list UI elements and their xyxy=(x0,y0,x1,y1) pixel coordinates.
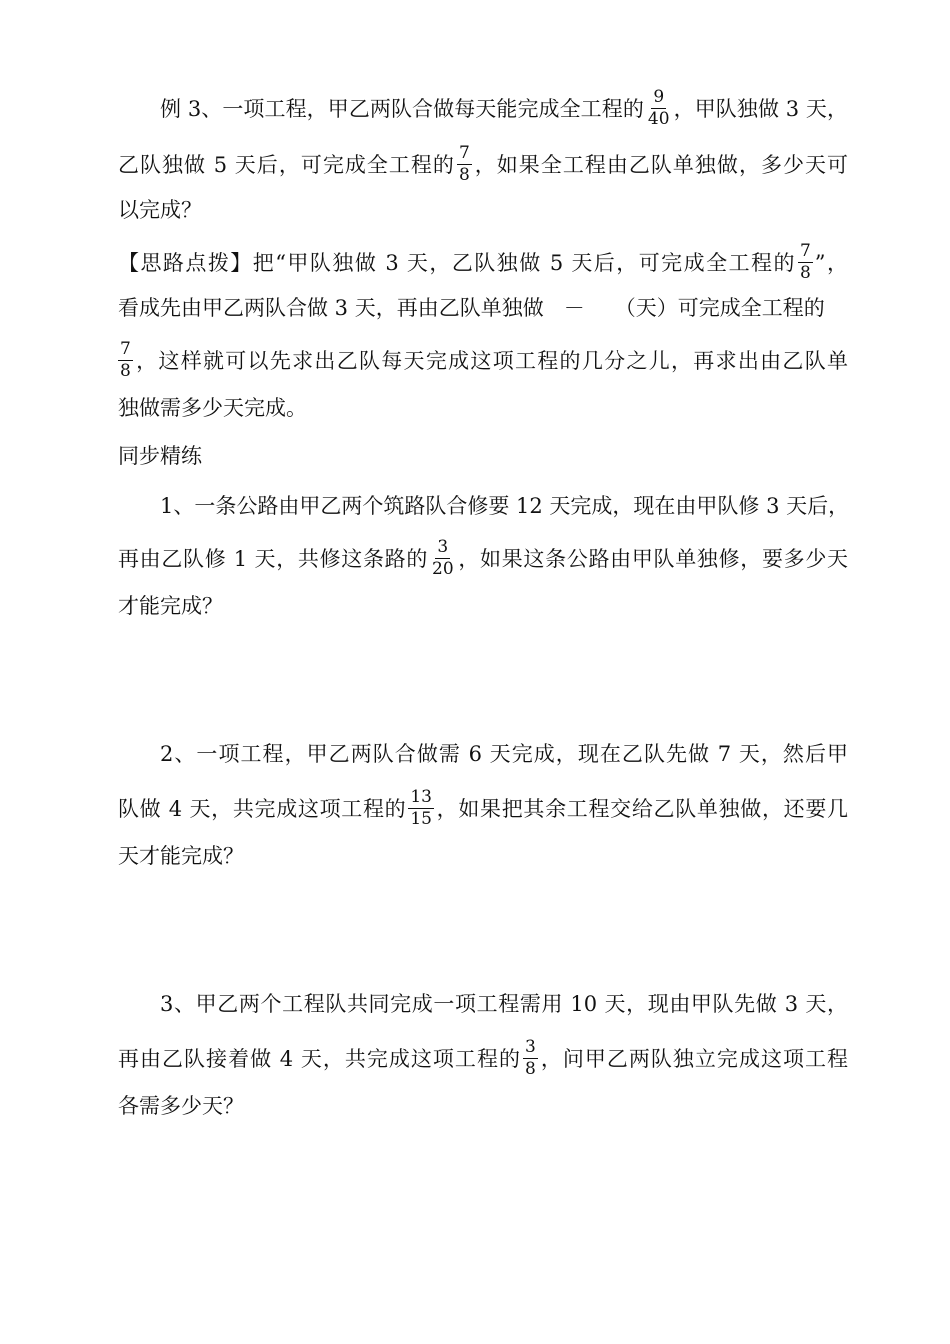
text-run: ，如果这条公路由甲队单独修，要多少天 xyxy=(457,547,849,571)
text-run: ，甲队独做 3 天， xyxy=(673,97,848,121)
text-run: ，如果全工程由乙队单独做，多少天可 xyxy=(473,153,848,177)
hint-line-3 xyxy=(118,339,848,383)
fraction-denominator: 8 xyxy=(799,263,811,283)
text-run: 3、甲乙两个工程队共同完成一项工程需用 10 天，现由甲队先做 3 天， xyxy=(160,992,848,1016)
fraction-7-8 xyxy=(798,242,813,283)
hint-line-1 xyxy=(118,241,848,285)
text-run: 才能完成？ xyxy=(118,594,223,618)
q1-line-3 xyxy=(118,592,848,620)
text-run: ，如果把其余工程交给乙队单独做，还要几 xyxy=(435,797,849,821)
text-run: ，这样就可以先求出乙队每天完成这项工程的几分之儿，再求出由乙队单 xyxy=(134,349,848,373)
fraction-13-15 xyxy=(408,788,434,829)
text-run: 独做需多少天完成。 xyxy=(118,396,307,420)
text-run: ，问甲乙两队独立完成这项工程 xyxy=(539,1047,849,1071)
text-run: （天）可完成全工程的 xyxy=(614,296,825,320)
fraction-numerator: 9 xyxy=(653,87,665,107)
fraction-denominator: 20 xyxy=(432,559,454,579)
hint-line-2 xyxy=(118,294,848,322)
fraction-denominator: 8 xyxy=(524,1059,536,1079)
text-run: 以完成？ xyxy=(118,198,202,222)
q3-line-3 xyxy=(118,1092,848,1120)
text-run: ”， xyxy=(814,251,848,275)
q2-line-1 xyxy=(160,740,848,768)
fraction-numerator: 3 xyxy=(524,1037,536,1057)
hint-line-4 xyxy=(118,394,848,422)
text-run: 再由乙队接着做 4 天，共完成这项工程的 xyxy=(118,1047,521,1071)
minus-sign: － xyxy=(563,296,585,320)
example3-line-3 xyxy=(118,196,848,224)
text-run: 乙队独做 5 天后，可完成全工程的 xyxy=(118,153,455,177)
text-run: 【思路点拨】把“甲队独做 3 天，乙队独做 5 天后，可完成全工程的 xyxy=(118,251,796,275)
fraction-denominator: 15 xyxy=(410,809,432,829)
fraction-numerator: 7 xyxy=(120,339,131,359)
q1-line-2 xyxy=(118,537,849,581)
q2-line-3 xyxy=(118,842,848,870)
fraction-7-8 xyxy=(457,144,472,185)
text-run: 各需多少天？ xyxy=(118,1094,244,1118)
fraction-9-40 xyxy=(646,88,672,129)
q2-line-2 xyxy=(118,787,849,831)
fraction-7-8 xyxy=(118,340,133,381)
text-run: 1、一条公路由甲乙两个筑路队合修要 12 天完成，现在由甲队修 3 天后， xyxy=(160,494,850,518)
q3-line-2 xyxy=(118,1037,849,1081)
text-run: 队做 4 天，共完成这项工程的 xyxy=(118,797,407,821)
q1-line-1 xyxy=(160,492,848,520)
fraction-denominator: 8 xyxy=(120,361,131,381)
fraction-numerator: 3 xyxy=(437,537,449,557)
text-run: 例 3、一项工程，甲乙两队合做每天能完成全工程的 xyxy=(160,97,644,121)
fraction-numerator: 13 xyxy=(410,787,432,807)
text-run: 天才能完成？ xyxy=(118,844,244,868)
fraction-numerator: 7 xyxy=(799,241,811,261)
fraction-3-8 xyxy=(523,1038,538,1079)
fraction-denominator: 8 xyxy=(458,165,470,185)
fraction-numerator: 7 xyxy=(458,143,470,163)
q3-line-1 xyxy=(160,990,848,1018)
text-run: 看成先由甲乙两队合做 3 天，再由乙队单独做 xyxy=(118,296,544,320)
example3-line-1 xyxy=(160,87,848,131)
fraction-denominator: 40 xyxy=(647,109,670,129)
section-title: 同步精练 xyxy=(118,444,202,468)
fraction-3-20 xyxy=(430,538,456,579)
text-run: 再由乙队修 1 天，共修这条路的 xyxy=(118,547,429,571)
example3-line-2 xyxy=(118,143,848,187)
text-run: 2、一项工程，甲乙两队合做需 6 天完成，现在乙队先做 7 天，然后甲 xyxy=(160,742,848,766)
